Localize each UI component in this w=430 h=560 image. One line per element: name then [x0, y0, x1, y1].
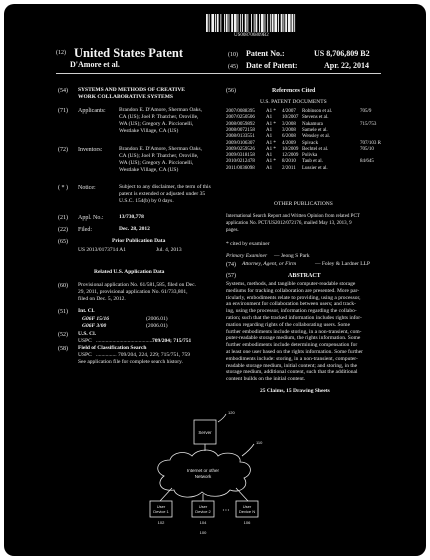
reference-number: 2008/0059892 [226, 121, 255, 127]
provisional-line: filed on Dec. 5, 2012. [78, 296, 126, 302]
uspc-label: USPC [78, 338, 92, 344]
field-code-52: (52) [58, 332, 68, 338]
reference-kind: A1 [266, 127, 273, 133]
server-ref: 120 [228, 410, 235, 415]
int-cl-date: (2006.01) [146, 323, 168, 329]
reference-kind: A1 * [266, 140, 276, 146]
reference-name: Bechtel et al. [302, 146, 329, 152]
reference-kind: A1 * [266, 109, 276, 114]
other-pubs-line: application No. PCT/US2012/072176, mailed May 13, 2013, 9 [226, 221, 352, 226]
applicants-line: Westlake Village, CA (US) [119, 128, 179, 134]
reference-class: 715/753 [360, 121, 377, 127]
patent-page [4, 4, 426, 556]
examiner-label: Primary Examiner [226, 253, 268, 259]
field-code-58: (58) [58, 346, 68, 352]
title-line-1: SYSTEMS AND METHODS OF CREATIVE [78, 87, 185, 93]
patent-date: Apr. 22, 2014 [324, 61, 370, 70]
int-cl-code: G06F 3/00 [82, 323, 107, 329]
filed-date: Dec. 28, 2012 [119, 226, 150, 232]
reference-kind: A1 [266, 165, 273, 171]
abstract-line: Systems, methods, and tangible computer-readable storage [226, 281, 356, 287]
notice-line: Subject to any disclaimer, the term of this [119, 184, 211, 190]
inventors-line: CA (US); Joel P. Thatcher, Oroville, [119, 153, 199, 159]
prior-pub-no: US 2013/0173714 A1 [78, 247, 126, 253]
uspc-value: 709/204; 715/751 [152, 338, 192, 344]
int-cl-heading: Int. Cl. [78, 308, 95, 314]
reference-class: 705/9 [360, 109, 372, 114]
reference-date: 4/2009 [282, 140, 296, 146]
reference-date: 4/2007 [282, 109, 296, 114]
device-ref: 106 [243, 520, 251, 525]
field-code-51: (51) [58, 309, 68, 315]
reference-date: 8/2010 [282, 159, 296, 165]
provisional-line: Provisional application No. 61/581,585, filed on Dec. [78, 282, 196, 288]
cloud-label-line-2: Network [194, 474, 212, 479]
cloud-label-line-1: Internet or other [186, 468, 220, 473]
field-code-72: (72) [58, 147, 68, 153]
field-code-74: (74) [226, 262, 236, 268]
title-line-2: WORK COLLABORATIVE SYSTEMS [78, 94, 173, 100]
reference-class: 84/645 [360, 159, 374, 165]
reference-date: 6/2008 [282, 134, 296, 140]
abstract-line: an environment for collaboration between users; and track- [226, 301, 356, 308]
reference-date: 12/2009 [282, 153, 299, 159]
filed-label: Filed: [78, 227, 93, 233]
device-ref: 104 [199, 520, 207, 525]
device-label-line-1: User [242, 504, 252, 509]
reference-kind: A1 [266, 115, 273, 121]
notice-label: Notice: [78, 185, 96, 191]
reference-number: 2008/0072158 [226, 127, 255, 133]
examiner-name: — Jeong S Park [274, 253, 310, 259]
reference-number: 2009/0106307 [226, 140, 255, 146]
device-label-line-1: User [198, 504, 208, 509]
other-pubs-line: International Search Report and Written Opinion from related PCT [226, 214, 360, 219]
field-code-12: (12) [56, 50, 66, 56]
reference-number: 2007/0088395 [226, 109, 255, 114]
reference-kind: A1 [266, 134, 273, 140]
notice-line: patent is extended or adjusted under 35 [119, 191, 206, 197]
reference-name: Stevens et al. [302, 115, 329, 121]
attorney-name: — Foley & Lardner LLP [315, 261, 370, 267]
field-code-56: (56) [226, 88, 236, 94]
reference-number: 2007/0250506 [226, 115, 255, 121]
field-code-60: (60) [58, 283, 68, 289]
patent-no: US 8,706,809 B2 [314, 49, 370, 58]
reference-number: 2008/0133551 [226, 134, 255, 140]
field-uspc-value: ............... 709/204, 224, 229; 715/751, 759 [96, 352, 190, 358]
provisional-line: 29, 2011, provisional application No. 61/733,801, [78, 289, 188, 295]
abstract-line: ration; such that the tracked information includes rights infor- [226, 315, 362, 321]
claims-line: 25 Claims, 15 Drawing Sheets [260, 388, 330, 394]
other-pubs-heading: OTHER PUBLICATIONS [274, 201, 333, 207]
inventor-short: D'Amore et al. [70, 60, 120, 69]
abstract-line: mediums for tracking collaboration are presented. More par- [226, 287, 360, 294]
prior-pub-heading: Prior Publication Data [112, 238, 166, 244]
network-diagram [4, 4, 426, 556]
reference-number: 2010/0212478 [226, 159, 255, 165]
applicants-line: CA (US); Joel P. Thatcher, Oroville, [119, 114, 199, 120]
reference-kind: A1 * [266, 121, 276, 127]
abstract-line: at least one user based on the rights information. Some further [226, 349, 364, 355]
abstract-line: readable storage medium, initial content; and storing, in the [226, 362, 358, 369]
uspc-dots: .......................................... [96, 338, 154, 344]
reference-date: 2/2011 [282, 165, 296, 171]
device-label-line-1: User [156, 504, 166, 509]
document-type: United States Patent [74, 46, 184, 60]
abstract-line: further embodiments include storing, in a non-transient, com- [226, 328, 362, 335]
references-heading: References Cited [272, 88, 316, 94]
reference-kind: A1 * [266, 159, 276, 165]
reference-name: Samele et al. [302, 127, 328, 133]
devices-ellipsis: • • • [222, 507, 230, 512]
attorney-label: Attorney, Agent, or Firm [242, 261, 297, 267]
int-cl-code: G06F 15/16 [82, 316, 109, 322]
field-search-heading: Field of Classification Search [78, 345, 147, 351]
abstract-line: storage medium, additional content, such that the additional [226, 369, 358, 376]
reference-name: Spivack [302, 140, 319, 146]
notice-line: U.S.C. 154(b) by 0 days. [119, 198, 174, 204]
reference-name: Robinson et al. [302, 109, 333, 114]
appl-no-label: Appl. No.: [78, 215, 104, 221]
field-code-57: (57) [226, 273, 236, 279]
date-label: Date of Patent: [246, 61, 298, 70]
field-code-65: (65) [58, 239, 68, 245]
int-cl-date: (2006.01) [146, 316, 168, 322]
field-code-22: (22) [58, 227, 68, 233]
field-code-54: (54) [58, 88, 68, 94]
field-code-21: (21) [58, 215, 68, 221]
field-code-10: (10) [228, 52, 238, 58]
inventors-line: WA (US); Gregory A. Piccionelli, [119, 160, 194, 166]
field-code-71: (71) [58, 108, 68, 114]
abstract-line: ticularly, embodiments relate to providing, using a processor, [226, 294, 361, 301]
abstract-line: mation regarding rights of the collaborating users. Some [226, 321, 351, 328]
applicants-line: WA (US); Gregory A. Piccionelli, [119, 121, 194, 127]
reference-number: 2009/0318158 [226, 153, 255, 159]
reference-number: 2011/0036098 [226, 165, 255, 171]
field-note: See application file for complete search history. [78, 359, 183, 365]
reference-number: 2009/0259526 [226, 146, 255, 152]
prior-pub-date: Jul. 4, 2013 [156, 247, 182, 253]
reference-date: 3/2008 [282, 121, 296, 127]
device-link [236, 488, 248, 501]
reference-name: Lussier et al. [302, 165, 328, 171]
abstract-line: ing, using the processor, information regarding the collabo- [226, 308, 357, 315]
inventors-line: Westlake Village, CA (US) [119, 167, 179, 173]
cited-note: * cited by examiner [226, 241, 270, 247]
abstract-heading: ABSTRACT [288, 273, 321, 279]
reference-kind: A1 [266, 153, 273, 159]
device-label-line-2: Device N [238, 509, 256, 514]
field-code-45: (45) [228, 64, 238, 70]
reference-class: 707/103 R [360, 140, 381, 146]
reference-date: 10/2009 [282, 146, 299, 152]
device-label-line-2: Device 1 [153, 509, 169, 514]
applicants-line: Brandon E. D'Amore, Sherman Oaks, [119, 107, 203, 113]
abstract-line: content builds on the initial content. [226, 376, 306, 383]
reference-name: Nakamura [302, 121, 323, 127]
reference-name: Wensley et al. [302, 134, 331, 140]
inventors-line: Brandon E. D'Amore, Sherman Oaks, [119, 146, 203, 152]
field-uspc-label: USPC [78, 352, 92, 358]
server-label: Server [198, 430, 212, 435]
cloud-ref: 110 [256, 440, 263, 445]
abstract-line: further embodiments include determining compensation for [226, 342, 358, 349]
reference-date: 10/2007 [282, 115, 299, 121]
us-cl-heading: U.S. Cl. [78, 331, 97, 337]
reference-kind: A1 * [266, 146, 276, 152]
appl-no: 13/730,778 [119, 214, 144, 220]
barcode-number: US008706809B2 [234, 33, 269, 38]
abstract-line: embodiments include: storing, in a non-transient, computer- [226, 355, 358, 362]
applicants-label: Applicants: [78, 108, 106, 114]
device-ref: 102 [157, 520, 165, 525]
figure-ref: 100 [199, 530, 207, 535]
abstract-line: puter-readable storage medium, the rights information. Some [226, 335, 361, 342]
device-label-line-2: Device 2 [195, 509, 211, 514]
reference-name: Taub et al. [302, 159, 323, 165]
other-pubs-line: pages. [226, 228, 239, 233]
patent-no-label: Patent No.: [246, 49, 285, 58]
inventors-label: Inventors: [78, 147, 103, 153]
reference-name: Polivka [302, 153, 318, 159]
reference-date: 3/2008 [282, 127, 296, 133]
reference-class: 705/10 [360, 146, 374, 152]
field-code-notice: ( * ) [58, 185, 68, 191]
related-heading: Related U.S. Application Data [94, 269, 165, 275]
us-docs-heading: U.S. PATENT DOCUMENTS [260, 99, 327, 105]
